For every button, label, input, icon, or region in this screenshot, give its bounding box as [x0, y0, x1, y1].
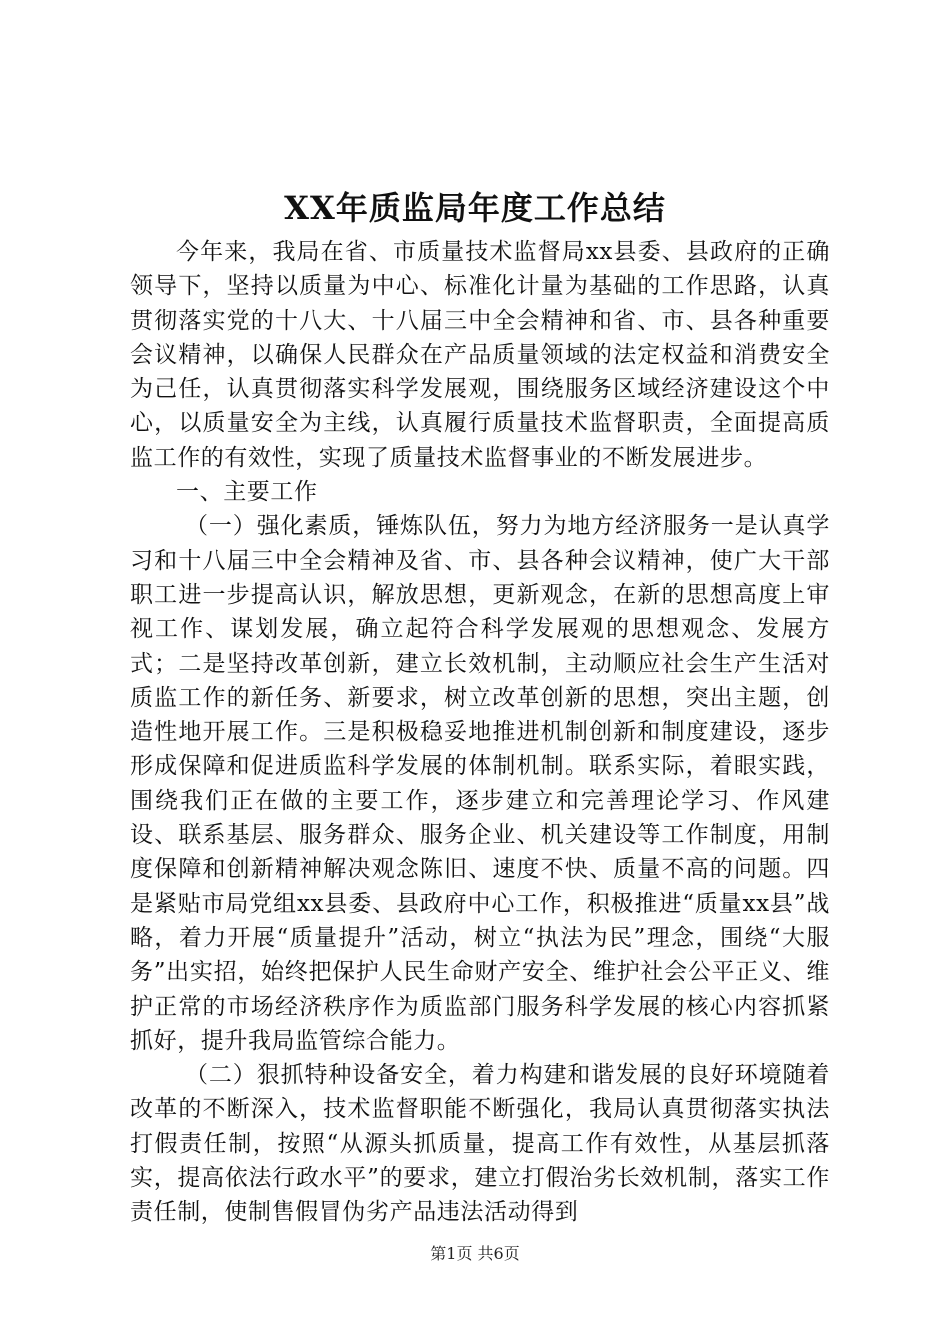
subsection-paragraph-1: （一）强化素质，锤炼队伍，努力为地方经济服务一是认真学习和十八届三中全会精神及省、市、县各种会议精神，使广大干部职工进一步提高认识，解放思想，更新观念，在新的思想高度上审视工作、谋划发展，确立起符合科学发展观的思想观念、发展方式；二是坚持改革创新，建立长效机制，主动顺应社会生产生活对质监工作的新任务、新要求，树立改革创新的思想，突出主题，创造性地开展工作。三是积极稳妥地推进机制创新和制度建设，逐步形成保障和促进质监科学发展的体制机制。联系实际，着眼实践，围绕我们正在做的主要工作，逐步建立和完善理论学习、作风建设、联系基层、服务群众、服务企业、机关建设等工作制度，用制度保障和创新精神解决观念陈旧、速度不快、质量不高的问题。四是紧贴市局党组xx县委、县政府中心工作，积极推进“质量xx县”战略，着力开展“质量提升”活动，树立“执法为民”理念，围绕“大服务”出实招，始终把保护人民生命财产安全、维护社会公平正义、维护正常的市场经济秩序作为质监部门服务科学发展的核心内容抓紧抓好，提升我局监管综合能力。 — [130, 513, 830, 1054]
document-title: XX年质监局年度工作总结 — [284, 189, 666, 227]
page-number-footer: 第1页 共6页 — [430, 1244, 520, 1263]
subsection-paragraph-2: （二）狠抓特种设备安全，着力构建和谐发展的良好环境随着改革的不断深入，技术监督职能不断强化，我局认真贯彻落实执法打假责任制，按照“从源头抓质量，提高工作有效性，从基层抓落实，提高依法行政水平”的要求，建立打假治劣长效机制，落实工作责任制，使制售假冒伪劣产品违法活动得到 — [130, 1062, 830, 1226]
section-heading-main-work: 一、主要工作 — [176, 479, 318, 506]
document-body — [130, 235, 830, 1230]
intro-paragraph: 今年来，我局在省、市质量技术监督局xx县委、县政府的正确领导下，坚持以质量为中心、标准化计量为基础的工作思路，认真贯彻落实党的十八大、十八届三中全会精神和省、市、县各种重要会议精神，以确保人民群众在产品质量领域的法定权益和消费安全为己任，认真贯彻落实科学发展观，围绕服务区域经济建设这个中心，以质量安全为主线，认真履行质量技术监督职责，全面提高质监工作的有效性，实现了质量技术监督事业的不断发展进步。 — [130, 239, 830, 471]
